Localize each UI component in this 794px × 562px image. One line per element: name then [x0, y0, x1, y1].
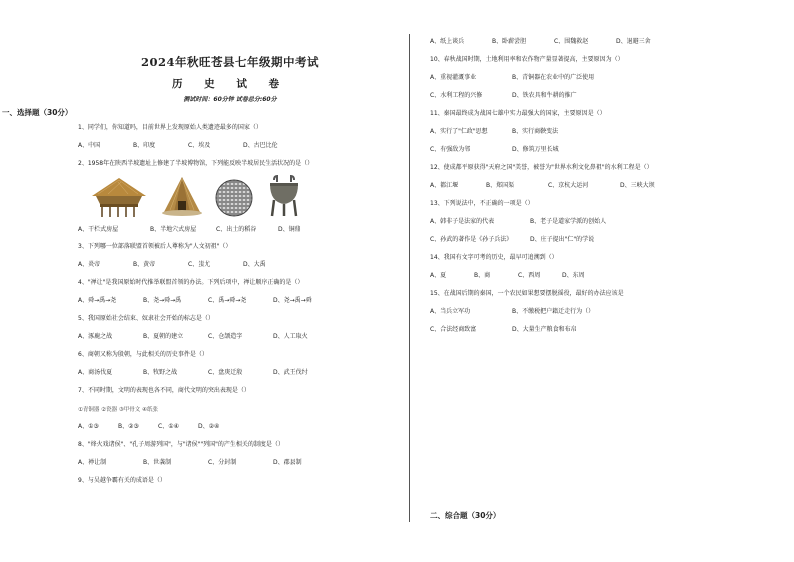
question-2: 2、1958年在陕西半坡遗址上修建了半坡博物馆，下列能反映半坡居民生活状况的是（） [78, 160, 314, 167]
option: D、武王伐纣 [273, 369, 308, 376]
option: B、世袭制 [143, 459, 172, 466]
stilt-house-image [88, 174, 150, 218]
option: D、退避三舍 [616, 38, 651, 45]
question-3: 3、下列哪一位部落联盟首领被后人尊称为"人文初祖"（） [78, 243, 232, 250]
option: C、出土的稻谷 [216, 226, 257, 233]
question-7-options [78, 423, 398, 431]
question-2-options [78, 224, 398, 233]
option: C、仓颉造字 [208, 333, 243, 340]
option: A、夏 [430, 272, 447, 279]
exam-title: 2024年秋旺苍县七年级期中考试 [140, 55, 319, 69]
question-10-options-cd [430, 92, 760, 100]
option: D、②④ [198, 423, 220, 430]
option: A、实行了"仁政"思想 [430, 128, 488, 135]
option: D、庄子提出"仁"的学说 [530, 236, 595, 243]
option: B、②③ [118, 423, 139, 430]
question-2-images [88, 174, 398, 218]
option: B、印度 [133, 142, 156, 149]
question-8-options [78, 459, 398, 467]
option: D、古巴比伦 [243, 142, 278, 149]
question-15: 15、在战国后期的秦国，一个农民如果想要摆脱徭役，最好的办法应该是 [430, 290, 624, 297]
option: C、合法经商致富 [430, 326, 477, 333]
option: C、围魏救赵 [554, 38, 589, 45]
question-5: 5、我国原始社会结束、奴隶社会开始的标志是（） [78, 315, 214, 322]
question-7-items: ①青铜器 ②瓷器 ③甲骨文 ④纸张 [78, 407, 158, 413]
option: B、老子是道家学派的创始人 [530, 218, 607, 225]
option: A、韩非子是法家的代表 [430, 218, 495, 225]
pit-house-image [160, 174, 204, 218]
option: B、青铜器在农业中的广泛使用 [512, 74, 595, 81]
option: D、人工取火 [273, 333, 308, 340]
question-12-options [430, 182, 760, 190]
option: B、夏朝的建立 [143, 333, 184, 340]
option: C、盘庚迁殷 [208, 369, 243, 376]
option: B、商 [474, 272, 491, 279]
question-6-options [78, 369, 398, 377]
option: A、干栏式房屋 [78, 226, 119, 233]
question-15-options-ab [430, 308, 760, 316]
option: B、实行商鞅变法 [512, 128, 559, 135]
question-13-options-ab [430, 218, 760, 226]
question-11: 11、秦国最终成为战国七雄中实力最强大的国家，主要原因是（） [430, 110, 606, 117]
section-comprehensive-heading: 二、综合题（30分） [430, 511, 501, 520]
option: C、京杭大运河 [548, 182, 589, 189]
question-15-options-cd [430, 326, 760, 334]
bronze-ding-image [264, 174, 304, 218]
option: D、铜鼎 [278, 226, 301, 233]
option: B、牧野之战 [143, 369, 178, 376]
option: D、铁农具和牛耕的推广 [512, 92, 577, 99]
option: C、西周 [518, 272, 541, 279]
option: C、①④ [158, 423, 179, 430]
option: C、禹→舜→尧 [208, 297, 247, 304]
question-11-options-cd [430, 146, 760, 154]
option: B、尧→舜→禹 [143, 297, 182, 304]
question-13-options-cd [430, 236, 760, 244]
option: C、蚩尤 [188, 261, 211, 268]
section-choice-heading: 一、选择题（30分） [2, 108, 73, 117]
question-9: 9、与吴越争霸有关的成语是（） [78, 477, 166, 484]
question-6: 6、商朝又称为殷朝，与此相关的历史事件是（） [78, 351, 208, 358]
question-1-options [78, 142, 398, 150]
question-10-options-ab [430, 74, 760, 82]
option: C、水利工程的兴修 [430, 92, 483, 99]
option: A、都江堰 [430, 182, 459, 189]
option: A、当兵立军功 [430, 308, 471, 315]
option: A、禅让制 [78, 459, 107, 466]
question-14: 14、我国有文字可考的历史，最早可追溯到（） [430, 254, 558, 261]
exam-subtitle: 历 史 试 卷 [172, 78, 288, 90]
option: B、半地穴式房屋 [150, 226, 197, 233]
option: A、纸上谈兵 [430, 38, 465, 45]
question-4: 4、"禅让"是我国原始时代推举联盟首领的办法。下列后项中，禅让顺序正确的是（） [78, 279, 304, 286]
option: B、郑国渠 [486, 182, 515, 189]
option: C、分封制 [208, 459, 237, 466]
option: D、大禹 [243, 261, 266, 268]
option: B、黄帝 [133, 261, 156, 268]
option: A、炎帝 [78, 261, 101, 268]
option: B、卧薪尝胆 [492, 38, 527, 45]
option: A、商汤伐夏 [78, 369, 113, 376]
question-13: 13、下列说法中，不正确的一项是（） [430, 200, 534, 207]
option: C、有强敌为邻 [430, 146, 471, 153]
column-divider [409, 34, 410, 522]
option: A、中国 [78, 142, 101, 149]
option: D、大量生产粮食和布帛 [512, 326, 577, 333]
question-11-options-ab [430, 128, 760, 136]
option: A、涿鹿之战 [78, 333, 113, 340]
question-8: 8、"烽火戏诸侯"、"孔子周游列国"，与"诸侯""列国"的产生相关的制度是（） [78, 441, 284, 448]
question-4-options [78, 297, 398, 305]
question-1: 1、同学们，你知道吗，目前世界上发现原始人类遗迹最多的国家（） [78, 124, 262, 131]
option: A、舜→禹→尧 [78, 297, 117, 304]
option: C、埃及 [188, 142, 211, 149]
option: D、三峡大坝 [620, 182, 655, 189]
question-12: 12、使成都平原获得"天府之国"美誉，被誉为"世界水利文化鼻祖"的水利工程是（） [430, 164, 653, 171]
option: B、不缴税把户籍迁走行为（） [512, 308, 595, 315]
option: D、郡县制 [273, 459, 302, 466]
exam-meta: 测试时间：60分钟 试卷总分:60分 [183, 96, 277, 103]
option: C、孙武的著作是《孙子兵法》 [430, 236, 513, 243]
question-14-options [430, 272, 760, 280]
rice-grain-image [214, 178, 254, 218]
question-10: 10、春秋战国时期，土地利用率和农作物产量显著提高，主要原因为（） [430, 56, 624, 63]
question-7: 7、不同时期，文明的表现也各不同，商代文明的突出表现是（） [78, 387, 250, 394]
question-9-options [430, 38, 760, 46]
option: A、重视灌溉事业 [430, 74, 477, 81]
option: D、东周 [562, 272, 585, 279]
option: D、修筑万里长城 [512, 146, 559, 153]
right-column [430, 38, 760, 344]
option: D、尧→禹→舜 [273, 297, 312, 304]
question-3-options [78, 261, 398, 269]
left-column [2, 54, 398, 495]
option: A、①③ [78, 423, 99, 430]
question-5-options [78, 333, 398, 341]
